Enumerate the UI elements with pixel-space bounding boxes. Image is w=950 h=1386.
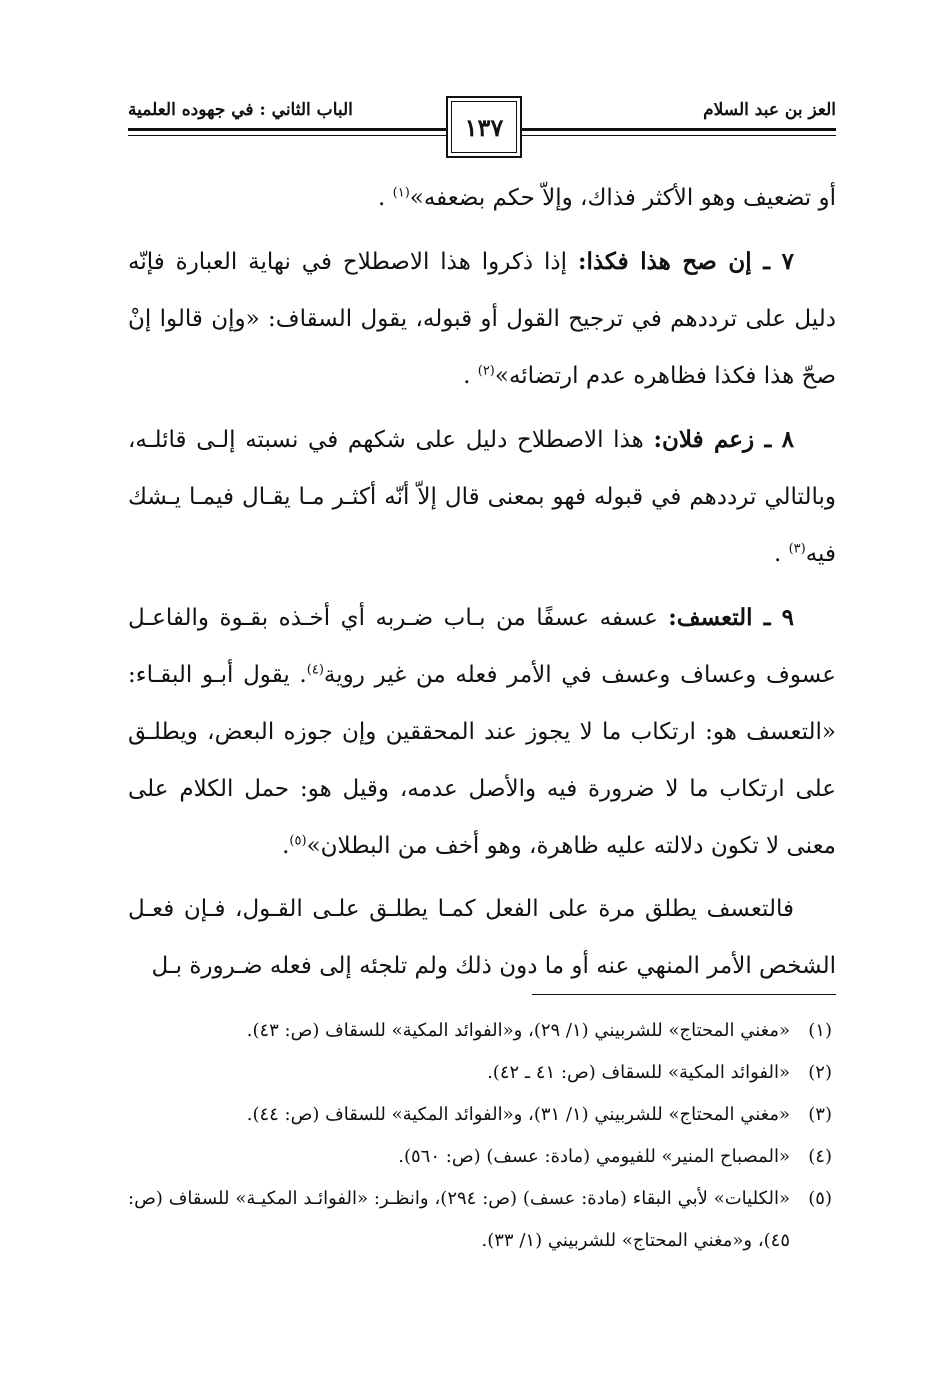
footnote-ref-4: (٤) (306, 662, 324, 678)
footnotes (128, 1010, 836, 1262)
paragraph-2 (128, 233, 836, 405)
footnote-ref-1: (١) (392, 185, 410, 201)
term-9: ٩ ـ التعسف: (668, 604, 794, 631)
footnote-ref-5: (٥) (289, 833, 307, 849)
paragraph-1 (128, 170, 836, 227)
footnote-4 (128, 1136, 836, 1178)
footnote-1 (128, 1010, 836, 1052)
footnote-ref-2: (٢) (477, 363, 495, 379)
paragraph-4-text: عسفه عسفًا من بـاب ضـربه أي أخـذه بقـوة والفاعـل عسوف وعساف وعسف في الأمر فعله من غير روية (128, 605, 836, 688)
footnote-number: (٢) (808, 1062, 832, 1083)
footnote-3 (128, 1094, 836, 1136)
footnote-number: (٤) (808, 1146, 832, 1167)
header-chapter: الباب الثاني : في جهوده العلمية (128, 100, 353, 120)
header-author: العز بن عبد السلام (703, 100, 836, 120)
footnote-number: (١) (808, 1020, 832, 1041)
paragraph-4-text-2: . يقول أبـو البقـاء: «التعسف هو: ارتكاب ما لا يجوز عند المحققين وإن جوزه البعض، ويطلـق على ارتكاب ما لا ضرورة فيه والأصل عدمه، وقيل هو: حمل الكلام على معنى لا تكون دلالته عليه ظاهرة، وهو أخف من البطلان» (128, 662, 836, 859)
footnote-text: «المصباح المنير» للفيومي (مادة: عسف) (ص: ٥٦٠). (398, 1146, 790, 1167)
page-number: ١٣٧ (464, 113, 504, 142)
paragraph-3-end: . (773, 541, 789, 567)
paragraph-1-end: . (378, 185, 393, 211)
paragraph-3-text: هذا الاصطلاح دليل على شكهم في نسبته إلـى قائلـه، وبالتالي ترددهم في قبوله فهو بمعنى قال إلاّ أنّه أكثـر مـا يقـال فيمـا يـشك فيه (128, 427, 836, 567)
paragraph-3 (128, 411, 836, 583)
footnote-2 (128, 1052, 836, 1094)
running-header (128, 96, 836, 156)
paragraph-4-end: . (282, 833, 290, 859)
paragraph-2-end: . (463, 363, 478, 389)
term-7: ٧ ـ إن صح هذا فكذا: (577, 248, 794, 275)
footnote-number: (٣) (808, 1104, 832, 1125)
footnote-text: «مغني المحتاج» للشربيني (١/ ٢٩)، و«الفوائد المكية» للسقاف (ص: ٤٣). (246, 1020, 790, 1041)
paragraph-4 (128, 589, 836, 875)
footnote-number: (٥) (808, 1188, 832, 1209)
main-text (128, 170, 836, 1001)
paragraph-1-text: أو تضعيف وهو الأكثر فذاك، وإلاّ حكم بضعفه» (409, 185, 836, 211)
paragraph-5-text: فالتعسف يطلق مرة على الفعل كمـا يطلـق علـى القـول، فـإن فعـل الشخص الأمر المنهي عنه أو ما دون ذلك ولم تلجئه إلى فعله ضـرورة بـل (128, 896, 836, 979)
term-8: ٨ ـ زعم فلان: (653, 426, 795, 453)
footnote-5 (128, 1178, 836, 1262)
paragraph-2-text: إذا ذكروا هذا الاصطلاح في نهاية العبارة فإنّه دليل على ترددهم في ترجيح القول أو قبوله، يقول السقاف: «وإن قالوا إنْ صحّ هذا فكذا فظاهره عدم ارتضائه» (128, 249, 836, 389)
footnote-text: «الفوائد المكية» للسقاف (ص: ٤١ ـ ٤٢). (487, 1062, 790, 1083)
footnote-ref-3: (٣) (788, 541, 806, 557)
footnote-separator (532, 994, 836, 995)
footnote-text: «مغني المحتاج» للشربيني (١/ ٣١)، و«الفوائد المكية» للسقاف (ص: ٤٤). (246, 1104, 790, 1125)
page-number-frame (446, 96, 522, 158)
footnote-text: «الكليات» لأبي البقاء (مادة: عسف) (ص: ٢٩٤)، وانظـر: «الفوائـد المكيـة» للسقاف (ص: ٤٥)، و«مغني المحتاج» للشربيني (١/ ٣٣). (128, 1188, 790, 1251)
paragraph-5 (128, 881, 836, 995)
